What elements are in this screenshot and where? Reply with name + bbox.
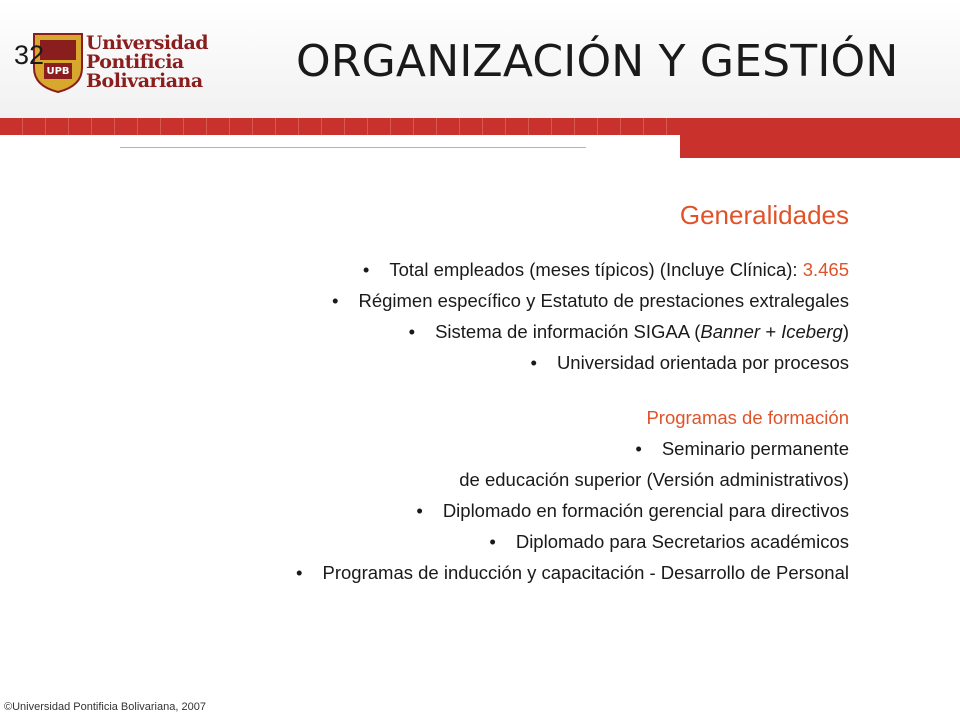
decorative-red-block (680, 118, 960, 158)
bullet-icon: • (296, 562, 303, 583)
list-item-text: Régimen específico y Estatuto de prestaciones extralegales (358, 290, 849, 311)
bullet-icon: • (408, 321, 416, 342)
list-item (129, 285, 849, 316)
logo-line-2: Pontificia (86, 51, 184, 73)
list-item (129, 316, 849, 347)
section-spacer (129, 378, 849, 402)
bullet-icon: • (331, 290, 339, 311)
logo-line-3: Bolivariana (86, 70, 203, 92)
bullet-icon: • (489, 531, 496, 552)
generalidades-list (129, 254, 849, 378)
bullet-icon: • (635, 438, 642, 459)
list-item-text: Sistema de información SIGAA ( (435, 321, 701, 342)
list-item-continuation (129, 464, 849, 495)
university-logo (22, 26, 209, 98)
list-item (129, 557, 849, 588)
list-item-text: Total empleados (meses típicos) (Incluye Clínica): (389, 259, 803, 280)
logo-line-1: Universidad (86, 32, 209, 54)
list-item (129, 433, 849, 464)
employee-count: 3.465 (802, 259, 849, 280)
list-item-text: de educación superior (Versión administrativos) (459, 469, 849, 490)
list-item-text: Diplomado en formación gerencial para directivos (442, 500, 849, 521)
list-item-text-suffix: ) (842, 321, 849, 342)
section-heading-programas: Programas de formación (646, 407, 849, 428)
decorative-gold-line (120, 147, 586, 148)
bullet-icon: • (530, 352, 537, 373)
list-item (129, 254, 849, 285)
list-item (129, 526, 849, 557)
shield-text: UPB (46, 66, 70, 77)
list-item (129, 495, 849, 526)
list-item-text: Universidad orientada por procesos (556, 352, 849, 373)
list-item-text: Programas de inducción y capacitación - Desarrollo de Personal (322, 562, 849, 583)
bullet-icon: • (362, 259, 370, 280)
programas-list (129, 433, 849, 588)
bullet-icon: • (416, 500, 423, 521)
logo-wordmark (86, 34, 208, 91)
slide-number: 32 (14, 40, 45, 70)
list-item-italic-text: Banner + Iceberg (700, 321, 843, 342)
list-item-text: Seminario permanente (661, 438, 849, 459)
copyright-footer: ©Universidad Pontificia Bolivariana, 2007 (4, 701, 206, 713)
section-heading-generalidades: Generalidades (679, 200, 849, 230)
list-item (129, 347, 849, 378)
page-title: ORGANIZACIÓN Y GESTIÓN (296, 36, 899, 87)
slide-body (129, 200, 849, 588)
list-item-text: Diplomado para Secretarios académicos (515, 531, 849, 552)
